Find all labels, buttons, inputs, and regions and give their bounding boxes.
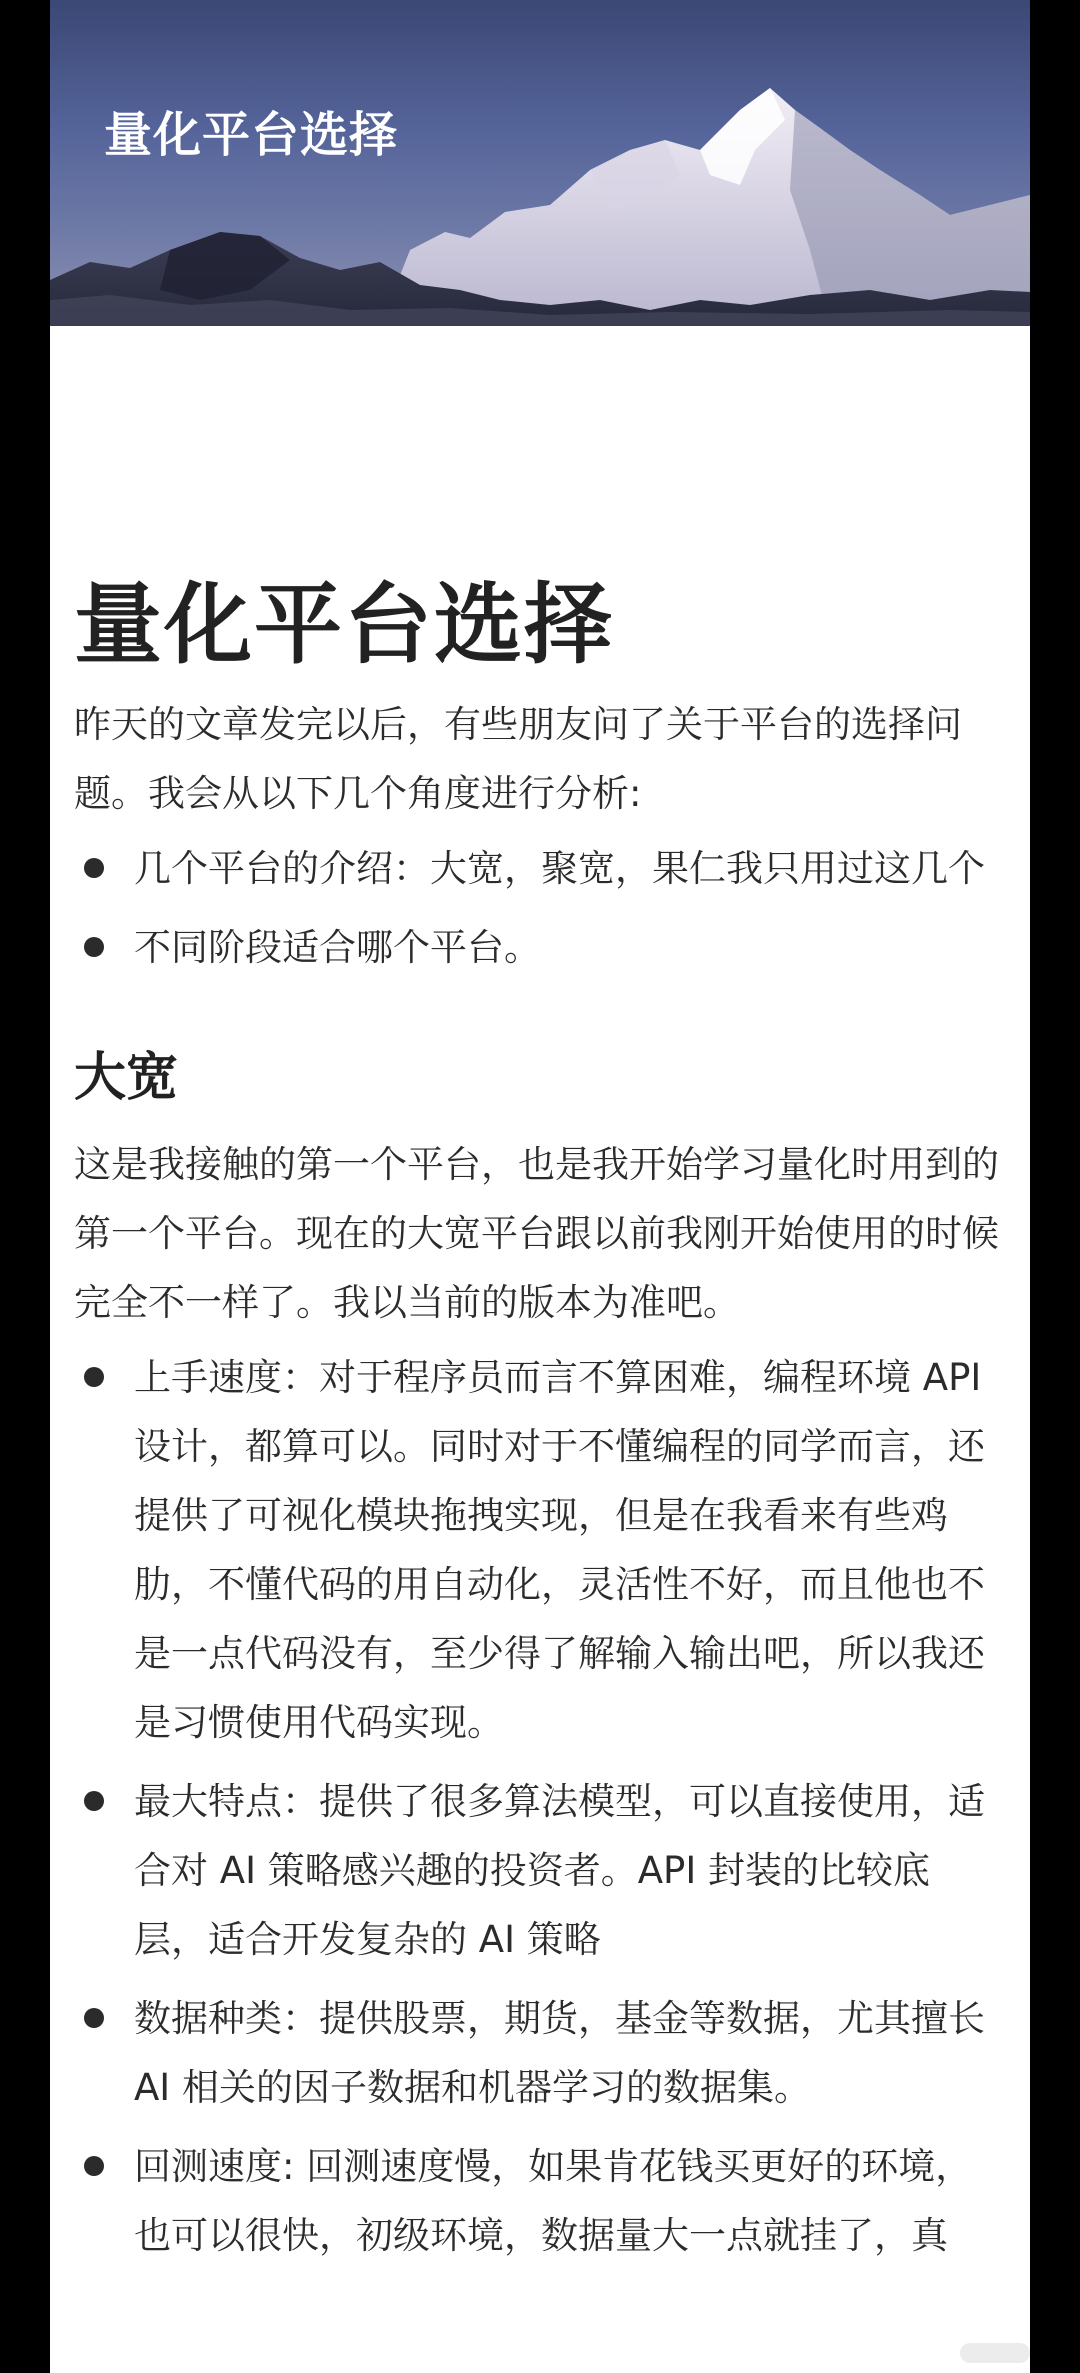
bullet-icon xyxy=(84,858,104,878)
article-page xyxy=(50,0,1030,2373)
list-item-text: 上手速度：对于程序员而言不算困难，编程环境 API 设计，都算可以。同时对于不懂编程的同学而言，还提供了可视化模块拖拽实现，但是在我看来有些鸡肋，不懂代码的用自动化，灵活性不好，而且他也不是一点代码没有，至少得了解输入输出吧，所以我还是习惯使用代码实现。 xyxy=(134,1356,985,1744)
intro-bullet-list xyxy=(74,834,1004,982)
bullet-icon xyxy=(84,937,104,957)
list-item xyxy=(74,834,1004,903)
list-item-text: 数据种类：提供股票，期货，基金等数据，尤其擅长 AI 相关的因子数据和机器学习的数据集。 xyxy=(134,1997,985,2109)
list-item-text: 几个平台的介绍：大宽，聚宽，果仁我只用过这几个 xyxy=(134,847,985,890)
bullet-icon xyxy=(84,1367,104,1387)
bullet-icon xyxy=(84,2156,104,2176)
header-banner xyxy=(50,0,1030,326)
list-item-text: 回测速度: 回测速度慢，如果肯花钱买更好的环境，也可以很快，初级环境，数据量大一点就挂了，真 xyxy=(134,2145,973,2257)
article-body xyxy=(74,560,1004,2280)
list-item-text: 最大特点：提供了很多算法模型，可以直接使用，适合对 AI 策略感兴趣的投资者。API 封装的比较底层，适合开发复杂的 AI 策略 xyxy=(134,1780,985,1961)
list-item xyxy=(74,1984,1004,2122)
article-title: 量化平台选择 xyxy=(74,573,615,676)
banner-title: 量化平台选择 xyxy=(104,107,399,163)
list-item xyxy=(74,2132,1004,2270)
list-item-text: 不同阶段适合哪个平台。 xyxy=(134,926,541,969)
bullet-icon xyxy=(84,2008,104,2028)
list-item xyxy=(74,1343,1004,1757)
section-bullet-list xyxy=(74,1343,1004,2270)
watermark-badge xyxy=(960,2343,1030,2363)
intro-paragraph: 昨天的文章发完以后，有些朋友问了关于平台的选择问题。我会从以下几个角度进行分析: xyxy=(74,703,962,815)
list-item xyxy=(74,1767,1004,1974)
section-heading: 大宽 xyxy=(74,1048,179,1108)
list-item xyxy=(74,913,1004,982)
bullet-icon xyxy=(84,1791,104,1811)
section-paragraph: 这是我接触的第一个平台，也是我开始学习量化时用到的第一个平台。现在的大宽平台跟以前我刚开始使用的时候完全不一样了。我以当前的版本为准吧。 xyxy=(74,1143,999,1324)
